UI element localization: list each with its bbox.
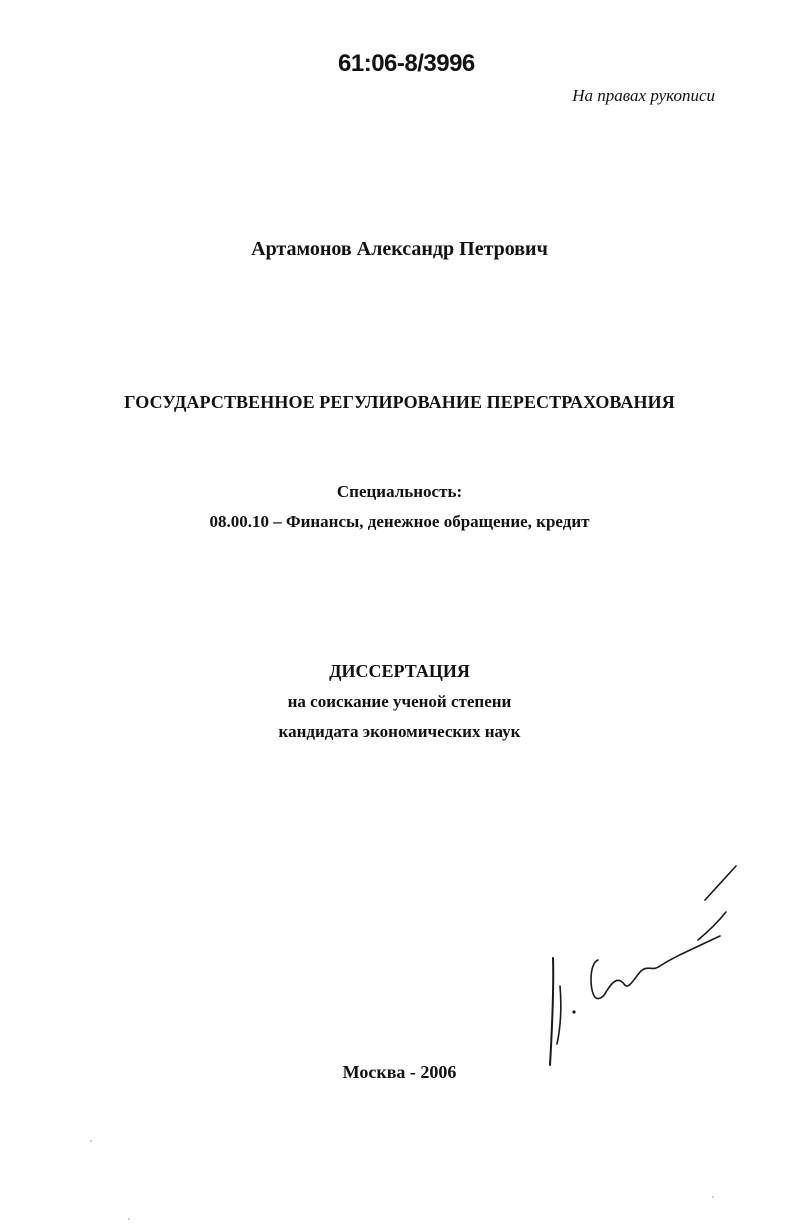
specialty-value: 08.00.10 – Финансы, денежное обращение, кредит (209, 512, 590, 531)
scan-speck (90, 1140, 92, 1142)
dissertation-title: ГОСУДАРСТВЕННОЕ РЕГУЛИРОВАНИЕ ПЕРЕСТРАХОВАНИЯ (124, 392, 675, 412)
manuscript-note: На правах рукописи (572, 86, 715, 105)
specialty-label: Специальность: (336, 482, 463, 501)
library-code: 61:06-8/3996 (338, 50, 475, 77)
degree-purpose-line-1: на соискание ученой степени (287, 692, 512, 711)
scan-speck (128, 1218, 130, 1220)
author-name: Артамонов Александр Петрович (251, 238, 548, 260)
place-and-year: Москва - 2006 (342, 1062, 457, 1082)
work-type: ДИССЕРТАЦИЯ (329, 661, 470, 681)
scan-speck (712, 1196, 714, 1198)
handwritten-signature-icon (540, 860, 750, 1070)
degree-purpose-line-2: кандидата экономических наук (278, 722, 521, 741)
